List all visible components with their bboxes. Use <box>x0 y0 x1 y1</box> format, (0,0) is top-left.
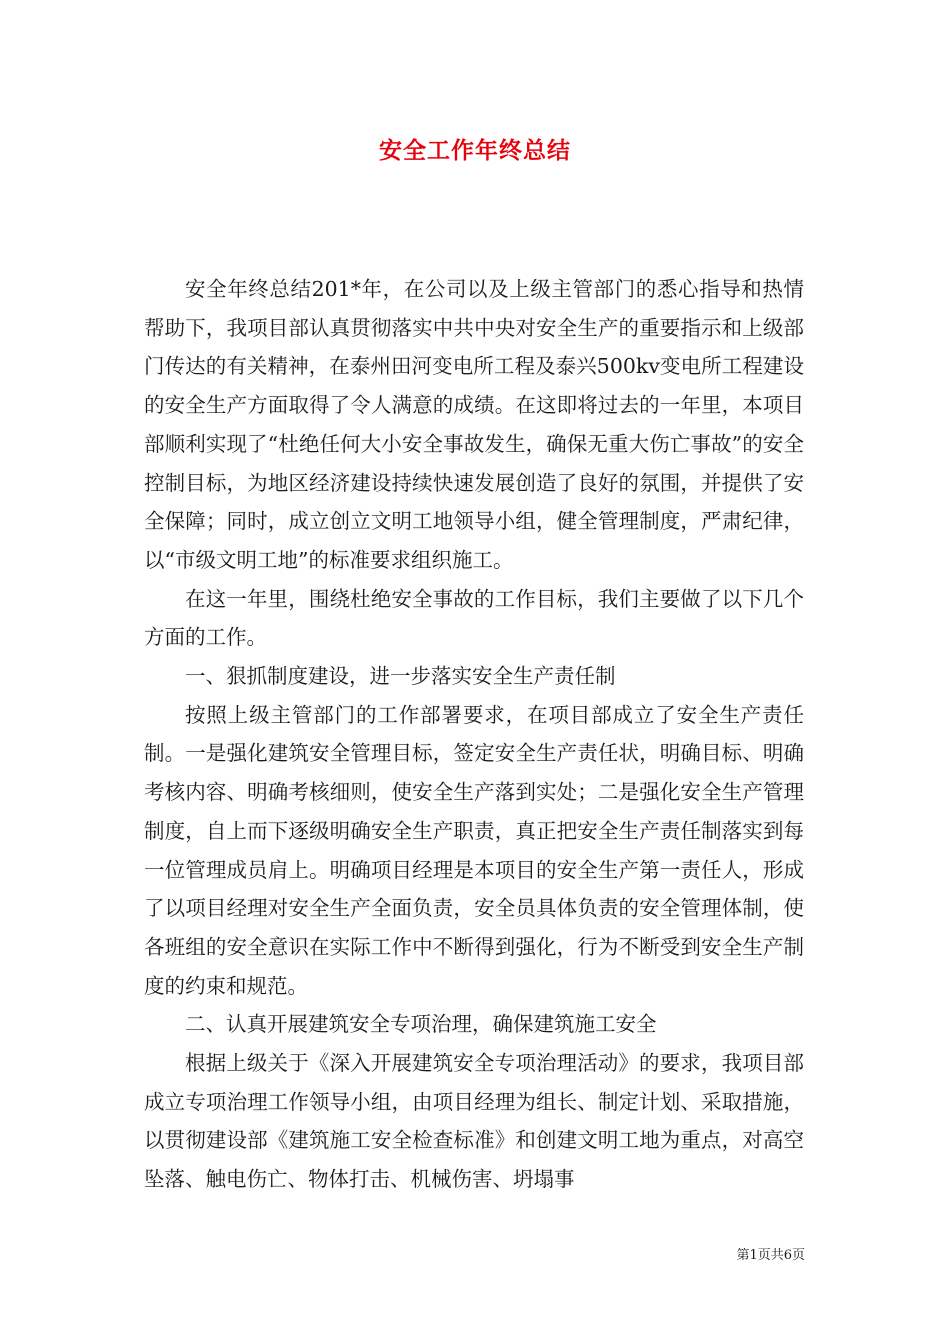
body-paragraph: 安全年终总结201*年，在公司以及上级主管部门的悉心指导和热情帮助下，我项目部认真贯彻落实中共中央对安全生产的重要指示和上级部门传达的有关精神，在泰州田河变电所工程及泰兴500kv变电所工程建设的安全生产方面取得了令人满意的成绩。在这即将过去的一年里，本项目部顺利实现了“杜绝任何大小安全事故发生，确保无重大伤亡事故”的安全控制目标，为地区经济建设持续快速发展创造了良好的氛围，并提供了安全保障；同时，成立创立文明工地领导小组，健全管理制度，严肃纪律，以“市级文明工地”的标准要求组织施工。 <box>144 277 804 572</box>
section-heading: 二、认真开展建筑安全专项治理，确保建筑施工安全 <box>185 1012 657 1037</box>
section-heading: 一、狠抓制度建设，进一步落实安全生产责任制 <box>185 664 616 689</box>
page-number-footer: 第1页共6页 <box>736 1248 805 1263</box>
document-body <box>144 270 804 1199</box>
body-paragraph: 按照上级主管部门的工作部署要求，在项目部成立了安全生产责任制。一是强化建筑安全管理目标，签定安全生产责任状，明确目标、明确考核内容、明确考核细则，使安全生产落到实处；二是强化安全生产管理制度，自上而下逐级明确安全生产职责，真正把安全生产责任制落实到每一位管理成员肩上。明确项目经理是本项目的安全生产第一责任人，形成了以项目经理对安全生产全面负责，安全员具体负责的安全管理体制，使各班组的安全意识在实际工作中不断得到强化，行为不断受到安全生产制度的约束和规范。 <box>144 702 804 998</box>
page-title: 安全工作年终总结 <box>379 138 571 164</box>
body-paragraph: 在这一年里，围绕杜绝安全事故的工作目标，我们主要做了以下几个方面的工作。 <box>144 586 804 650</box>
body-paragraph: 根据上级关于《深入开展建筑安全专项治理活动》的要求，我项目部成立专项治理工作领导小组，由项目经理为组长、制定计划、采取措施，以贯彻建设部《建筑施工安全检查标准》和创建文明工地为重点，对高空坠落、触电伤亡、物体打击、机械伤害、坍塌事 <box>144 1051 804 1192</box>
